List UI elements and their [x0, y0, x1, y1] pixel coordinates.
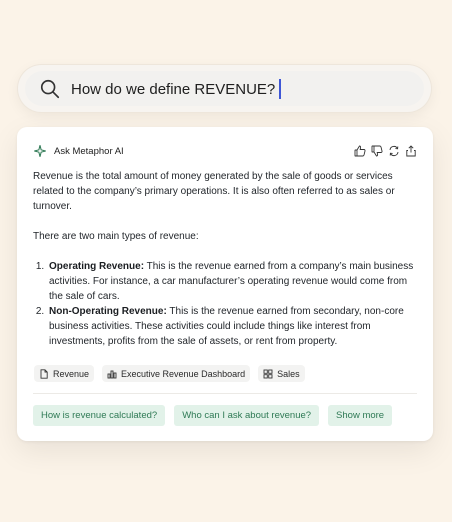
revenue-types-list	[47, 259, 417, 349]
search-query-text	[71, 79, 281, 99]
source-chip-revenue[interactable]	[34, 365, 94, 382]
list-item	[47, 304, 417, 349]
search-query: How do we define REVENUE?	[71, 80, 276, 98]
list-item-text: This is the revenue earned from a company’s main business activities. For instance, a car manufacturer’s operating revenue would come from the sale of cars.	[49, 261, 414, 302]
source-chip-label: Sales	[277, 368, 300, 379]
chart-icon	[107, 369, 117, 379]
assistant-header	[33, 144, 124, 158]
source-chip-executive-revenue-dashboard[interactable]	[102, 365, 250, 382]
source-chip-label: Executive Revenue Dashboard	[121, 368, 246, 379]
list-item-text: This is the revenue earned from secondary, non-core business activities. These activities could include things like interest from investments, profits from the sale of assets, or rent from property.	[49, 306, 404, 347]
suggestion-how-calculated[interactable]: How is revenue calculated?	[33, 405, 165, 426]
answer-card	[17, 127, 433, 441]
answer-body	[33, 169, 417, 349]
source-chip-sales[interactable]	[258, 365, 305, 382]
answer-actions	[354, 145, 417, 157]
divider	[33, 393, 417, 394]
search-icon	[39, 78, 61, 100]
suggested-questions	[33, 405, 392, 426]
search-bar[interactable]	[18, 65, 431, 112]
suggestion-who-to-ask[interactable]: Who can I ask about revenue?	[174, 405, 319, 426]
thumbs-up-icon[interactable]	[354, 145, 366, 157]
answer-types-lead: There are two main types of revenue:	[33, 231, 199, 242]
document-icon	[39, 369, 49, 379]
source-chip-label: Revenue	[53, 368, 90, 379]
text-caret	[279, 79, 281, 99]
list-item-term: Non-Operating Revenue:	[49, 306, 167, 317]
show-more-button[interactable]: Show more	[328, 405, 392, 426]
assistant-label: Ask Metaphor AI	[54, 145, 124, 157]
list-item-term: Operating Revenue:	[49, 261, 145, 272]
share-icon[interactable]	[405, 145, 417, 157]
source-chips	[34, 365, 305, 382]
list-item	[47, 259, 417, 304]
regenerate-icon[interactable]	[388, 145, 400, 157]
search-input[interactable]	[25, 71, 424, 106]
thumbs-down-icon[interactable]	[371, 145, 383, 157]
answer-intro: Revenue is the total amount of money generated by the sale of goods or services related to the company’s primary operations. It is also often referred to as sales or turnover.	[33, 171, 395, 212]
grid-icon	[263, 369, 273, 379]
sparkle-icon	[33, 144, 47, 158]
